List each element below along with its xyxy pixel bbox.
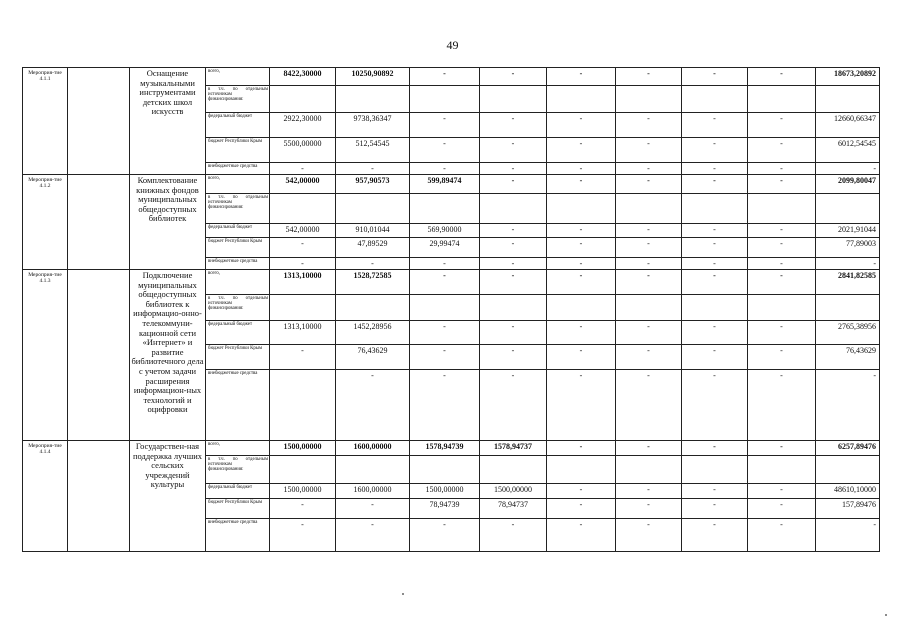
value-cell: - bbox=[748, 163, 816, 175]
value-cell: - bbox=[547, 499, 616, 519]
total-value-cell: - bbox=[816, 370, 880, 441]
value-cell: - bbox=[616, 258, 682, 270]
funding-source-label: бюджет Республики Крым bbox=[206, 238, 270, 258]
value-cell: 1313,10000 bbox=[270, 270, 336, 295]
measure-id: Мероприя-тие 4.1.1 bbox=[23, 68, 68, 175]
value-cell: - bbox=[748, 68, 816, 86]
value-cell: 1500,00000 bbox=[480, 484, 547, 499]
total-value-cell: 48610,10000 bbox=[816, 484, 880, 499]
value-cell: - bbox=[616, 321, 682, 345]
funding-source-label: в т.ч. по отдельным источникам финансирования: bbox=[206, 86, 270, 113]
funding-source-label: федеральный бюджет bbox=[206, 113, 270, 138]
value-cell: - bbox=[682, 163, 748, 175]
total-value-cell bbox=[816, 295, 880, 321]
measure-id: Мероприя-тие 4.1.2 bbox=[23, 175, 68, 270]
value-cell: - bbox=[547, 224, 616, 238]
value-cell bbox=[336, 295, 410, 321]
value-cell: - bbox=[682, 138, 748, 163]
value-cell: - bbox=[547, 138, 616, 163]
value-cell bbox=[336, 86, 410, 113]
value-cell: - bbox=[336, 258, 410, 270]
value-cell: - bbox=[410, 321, 480, 345]
value-cell: - bbox=[682, 238, 748, 258]
value-cell: - bbox=[480, 113, 547, 138]
value-cell: 10250,90892 bbox=[336, 68, 410, 86]
measure-name: Оснащение музыкальными инструментами детских школ искусств bbox=[130, 68, 206, 175]
funding-source-label: внебюджетные средства bbox=[206, 519, 270, 552]
value-cell bbox=[682, 295, 748, 321]
value-cell: - bbox=[480, 370, 547, 441]
total-value-cell: 12660,66347 bbox=[816, 113, 880, 138]
value-cell: - bbox=[682, 113, 748, 138]
value-cell bbox=[682, 86, 748, 113]
measure-name: Комплектование книжных фондов муниципальных общедоступных библиотек bbox=[130, 175, 206, 270]
value-cell: - bbox=[547, 238, 616, 258]
value-cell: - bbox=[336, 519, 410, 552]
value-cell bbox=[270, 456, 336, 484]
value-cell bbox=[748, 194, 816, 224]
value-cell: 542,00000 bbox=[270, 175, 336, 194]
funding-source-label: федеральный бюджет bbox=[206, 321, 270, 345]
value-cell: - bbox=[410, 258, 480, 270]
value-cell bbox=[748, 456, 816, 484]
value-cell bbox=[748, 295, 816, 321]
value-cell: 1578,94739 bbox=[410, 441, 480, 456]
value-cell: - bbox=[480, 138, 547, 163]
value-cell bbox=[547, 86, 616, 113]
value-cell: - bbox=[270, 238, 336, 258]
value-cell: 1600,00000 bbox=[336, 484, 410, 499]
value-cell: - bbox=[616, 441, 682, 456]
value-cell: 1578,94737 bbox=[480, 441, 547, 456]
funding-source-label: бюджет Республики Крым bbox=[206, 345, 270, 370]
value-cell: - bbox=[748, 484, 816, 499]
funding-source-label: внебюджетные средства bbox=[206, 370, 270, 441]
value-cell: - bbox=[336, 163, 410, 175]
value-cell: - bbox=[748, 175, 816, 194]
funding-source-label: федеральный бюджет bbox=[206, 484, 270, 499]
value-cell: - bbox=[480, 224, 547, 238]
value-cell: - bbox=[616, 499, 682, 519]
value-cell: 9738,36347 bbox=[336, 113, 410, 138]
funding-source-label: всего, bbox=[206, 441, 270, 456]
budget-table bbox=[22, 67, 880, 552]
funding-source-label: внебюджетные средства bbox=[206, 163, 270, 175]
empty-cell bbox=[68, 175, 130, 270]
value-cell: - bbox=[480, 238, 547, 258]
value-cell: 47,89529 bbox=[336, 238, 410, 258]
value-cell: - bbox=[748, 321, 816, 345]
value-cell: - bbox=[748, 345, 816, 370]
total-value-cell: 77,89003 bbox=[816, 238, 880, 258]
measure-name: Подключение муниципальных общедоступных библиотек к информацио-онно-телекоммуни-кационной сети «Интернет» и развитие библиотечного дела с учетом задачи расширения информацион-ных технологий и оцифровки bbox=[130, 270, 206, 441]
total-value-cell: 2765,38956 bbox=[816, 321, 880, 345]
value-cell: - bbox=[616, 345, 682, 370]
value-cell: 2922,30000 bbox=[270, 113, 336, 138]
funding-source-label: бюджет Республики Крым bbox=[206, 138, 270, 163]
value-cell: - bbox=[748, 270, 816, 295]
value-cell bbox=[616, 86, 682, 113]
table-row bbox=[23, 175, 880, 194]
value-cell: - bbox=[410, 345, 480, 370]
value-cell: - bbox=[682, 258, 748, 270]
value-cell bbox=[480, 295, 547, 321]
value-cell: - bbox=[336, 499, 410, 519]
value-cell: - bbox=[616, 238, 682, 258]
value-cell: 910,01044 bbox=[336, 224, 410, 238]
total-value-cell: 6012,54545 bbox=[816, 138, 880, 163]
value-cell: - bbox=[682, 484, 748, 499]
value-cell: - bbox=[616, 175, 682, 194]
value-cell: 1452,28956 bbox=[336, 321, 410, 345]
value-cell: - bbox=[616, 370, 682, 441]
value-cell: - bbox=[748, 519, 816, 552]
value-cell bbox=[270, 295, 336, 321]
value-cell: - bbox=[682, 321, 748, 345]
table-row bbox=[23, 270, 880, 295]
value-cell: - bbox=[682, 370, 748, 441]
value-cell: - bbox=[480, 68, 547, 86]
value-cell: - bbox=[336, 370, 410, 441]
value-cell: 29,99474 bbox=[410, 238, 480, 258]
value-cell: - bbox=[480, 345, 547, 370]
value-cell: - bbox=[410, 138, 480, 163]
value-cell bbox=[270, 194, 336, 224]
value-cell: - bbox=[682, 499, 748, 519]
value-cell: - bbox=[682, 345, 748, 370]
value-cell: - bbox=[616, 270, 682, 295]
value-cell: - bbox=[547, 345, 616, 370]
total-value-cell: 2099,80047 bbox=[816, 175, 880, 194]
total-value-cell: 18673,20892 bbox=[816, 68, 880, 86]
value-cell: - bbox=[547, 258, 616, 270]
value-cell: - bbox=[616, 113, 682, 138]
funding-source-label: всего, bbox=[206, 175, 270, 194]
value-cell: - bbox=[547, 163, 616, 175]
measure-id: Мероприя-тие 4.1.4 bbox=[23, 441, 68, 552]
value-cell: - bbox=[480, 175, 547, 194]
value-cell: 569,90000 bbox=[410, 224, 480, 238]
value-cell bbox=[616, 456, 682, 484]
total-value-cell: - bbox=[816, 163, 880, 175]
value-cell bbox=[410, 295, 480, 321]
value-cell: - bbox=[410, 113, 480, 138]
value-cell: - bbox=[682, 224, 748, 238]
value-cell: - bbox=[748, 499, 816, 519]
total-value-cell: - bbox=[816, 519, 880, 552]
value-cell: - bbox=[748, 138, 816, 163]
value-cell: 78,94737 bbox=[480, 499, 547, 519]
value-cell: - bbox=[480, 321, 547, 345]
value-cell: - bbox=[682, 519, 748, 552]
total-value-cell bbox=[816, 86, 880, 113]
value-cell: 599,89474 bbox=[410, 175, 480, 194]
value-cell: - bbox=[480, 270, 547, 295]
value-cell bbox=[480, 194, 547, 224]
value-cell: - bbox=[480, 163, 547, 175]
value-cell: 1500,00000 bbox=[270, 484, 336, 499]
value-cell: 542,00000 bbox=[270, 224, 336, 238]
value-cell: - bbox=[270, 163, 336, 175]
value-cell: 512,54545 bbox=[336, 138, 410, 163]
value-cell: - bbox=[480, 519, 547, 552]
value-cell: - bbox=[547, 441, 616, 456]
funding-source-label: всего, bbox=[206, 68, 270, 86]
value-cell: - bbox=[616, 163, 682, 175]
value-cell: - bbox=[547, 519, 616, 552]
value-cell bbox=[616, 194, 682, 224]
total-value-cell bbox=[816, 194, 880, 224]
value-cell: - bbox=[748, 224, 816, 238]
value-cell bbox=[480, 456, 547, 484]
empty-cell bbox=[68, 68, 130, 175]
value-cell: - bbox=[270, 345, 336, 370]
value-cell bbox=[270, 86, 336, 113]
value-cell: - bbox=[410, 163, 480, 175]
value-cell: 5500,00000 bbox=[270, 138, 336, 163]
value-cell bbox=[547, 194, 616, 224]
value-cell: - bbox=[410, 68, 480, 86]
total-value-cell bbox=[816, 456, 880, 484]
value-cell: - bbox=[547, 113, 616, 138]
value-cell bbox=[616, 295, 682, 321]
value-cell bbox=[270, 370, 336, 441]
value-cell: - bbox=[547, 68, 616, 86]
funding-source-label: в т.ч. по отдельным источникам финансирования: bbox=[206, 295, 270, 321]
funding-source-label: бюджет Республики Крым bbox=[206, 499, 270, 519]
value-cell: - bbox=[748, 258, 816, 270]
value-cell: - bbox=[616, 519, 682, 552]
scan-speck bbox=[402, 593, 404, 595]
value-cell bbox=[682, 456, 748, 484]
value-cell: - bbox=[748, 238, 816, 258]
funding-source-label: в т.ч. по отдельным источникам финансирования: bbox=[206, 456, 270, 484]
value-cell bbox=[480, 86, 547, 113]
value-cell: - bbox=[547, 270, 616, 295]
funding-source-label: в т.ч. по отдельным источникам финансирования: bbox=[206, 194, 270, 224]
value-cell: 8422,30000 bbox=[270, 68, 336, 86]
value-cell: - bbox=[616, 224, 682, 238]
value-cell bbox=[410, 194, 480, 224]
total-value-cell: 6257,89476 bbox=[816, 441, 880, 456]
value-cell: - bbox=[547, 321, 616, 345]
measure-id: Мероприя-тие 4.1.3 bbox=[23, 270, 68, 441]
value-cell: 78,94739 bbox=[410, 499, 480, 519]
value-cell bbox=[336, 194, 410, 224]
value-cell: - bbox=[616, 68, 682, 86]
value-cell: 76,43629 bbox=[336, 345, 410, 370]
value-cell: - bbox=[748, 113, 816, 138]
value-cell bbox=[547, 295, 616, 321]
value-cell bbox=[336, 456, 410, 484]
value-cell: 957,90573 bbox=[336, 175, 410, 194]
value-cell: - bbox=[616, 484, 682, 499]
value-cell bbox=[682, 194, 748, 224]
value-cell: - bbox=[547, 484, 616, 499]
value-cell: - bbox=[547, 175, 616, 194]
table-row bbox=[23, 68, 880, 86]
value-cell: - bbox=[682, 441, 748, 456]
value-cell: - bbox=[270, 258, 336, 270]
total-value-cell: 2021,91044 bbox=[816, 224, 880, 238]
value-cell: 1600,00000 bbox=[336, 441, 410, 456]
value-cell: - bbox=[682, 175, 748, 194]
total-value-cell: - bbox=[816, 258, 880, 270]
value-cell bbox=[410, 456, 480, 484]
value-cell bbox=[410, 86, 480, 113]
funding-source-label: внебюджетные средства bbox=[206, 258, 270, 270]
value-cell: - bbox=[410, 370, 480, 441]
value-cell: - bbox=[270, 519, 336, 552]
total-value-cell: 157,89476 bbox=[816, 499, 880, 519]
measure-name: Государствен-ная поддержка лучших сельских учреждений культуры bbox=[130, 441, 206, 552]
value-cell: 1528,72585 bbox=[336, 270, 410, 295]
scan-speck bbox=[885, 614, 887, 616]
empty-cell bbox=[68, 441, 130, 552]
total-value-cell: 76,43629 bbox=[816, 345, 880, 370]
total-value-cell: 2841,82585 bbox=[816, 270, 880, 295]
table-row bbox=[23, 441, 880, 456]
value-cell: - bbox=[748, 370, 816, 441]
value-cell: 1500,00000 bbox=[270, 441, 336, 456]
funding-source-label: всего, bbox=[206, 270, 270, 295]
value-cell: - bbox=[480, 258, 547, 270]
value-cell: 1500,00000 bbox=[410, 484, 480, 499]
value-cell: - bbox=[410, 270, 480, 295]
value-cell: - bbox=[270, 499, 336, 519]
value-cell: - bbox=[616, 138, 682, 163]
value-cell: - bbox=[682, 68, 748, 86]
value-cell bbox=[748, 86, 816, 113]
funding-source-label: федеральный бюджет bbox=[206, 224, 270, 238]
value-cell: - bbox=[682, 270, 748, 295]
value-cell: - bbox=[547, 370, 616, 441]
empty-cell bbox=[68, 270, 130, 441]
value-cell: - bbox=[748, 441, 816, 456]
value-cell: 1313,10000 bbox=[270, 321, 336, 345]
value-cell bbox=[547, 456, 616, 484]
page-number: 49 bbox=[446, 38, 459, 52]
value-cell: - bbox=[410, 519, 480, 552]
